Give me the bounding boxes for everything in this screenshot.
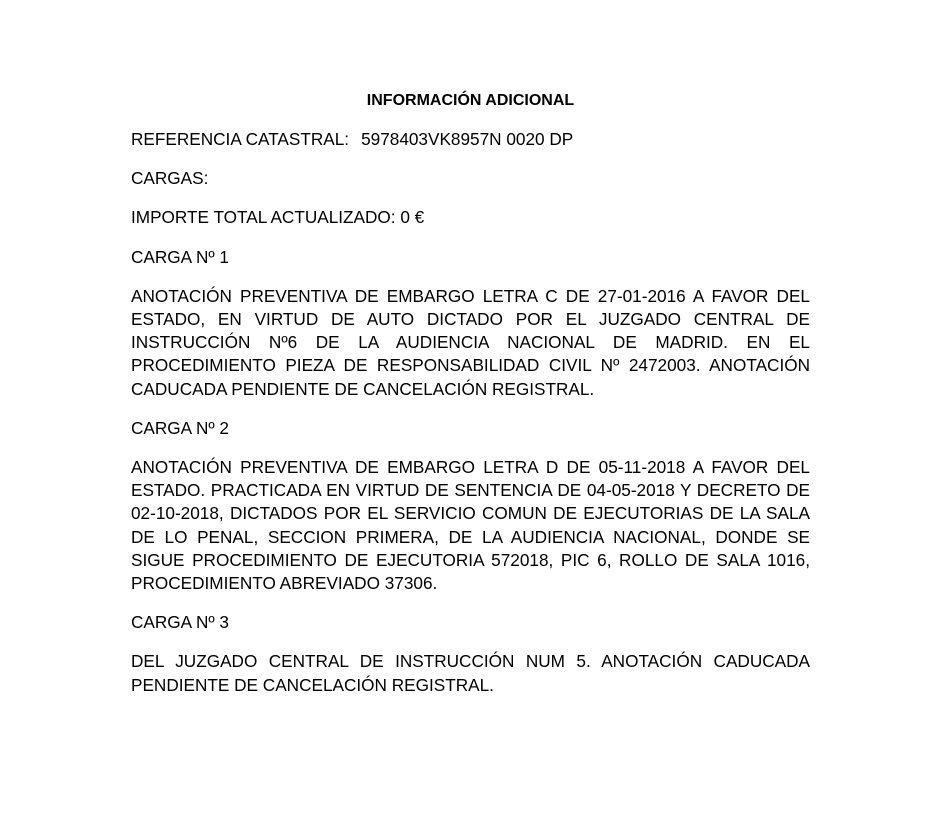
importe-total: IMPORTE TOTAL ACTUALIZADO: 0 € xyxy=(131,207,425,228)
carga-3-heading: CARGA Nº 3 xyxy=(131,612,229,633)
cargas-label: CARGAS: xyxy=(131,168,209,189)
carga-1-text: ANOTACIÓN PREVENTIVA DE EMBARGO LETRA C DE 27-01-2016 A FAVOR DEL ESTADO, EN VIRTUD DE AUTO DICTADO POR EL JUZGADO CENTRAL DE INSTRUCCIÓN Nº6 DE LA AUDIENCIA NACIONAL DE MADRID. EN EL PROCEDIMIENTO PIEZA DE RESPONSABILIDAD CIVIL Nº 2472003. ANOTACIÓN CADUCADA PENDIENTE DE CANCELACIÓN REGISTRAL. xyxy=(131,285,810,399)
referencia-catastral-line xyxy=(131,128,810,151)
document-title: INFORMACIÓN ADICIONAL xyxy=(366,92,575,109)
referencia-catastral-label: REFERENCIA CATASTRAL: xyxy=(131,129,350,149)
carga-1-heading: CARGA Nº 1 xyxy=(131,246,229,267)
carga-3-text: DEL JUZGADO CENTRAL DE INSTRUCCIÓN NUM 5. ANOTACIÓN CADUCADA PENDIENTE DE CANCELACIÓN REGISTRAL. xyxy=(131,651,810,695)
carga-2-heading: CARGA Nº 2 xyxy=(131,417,229,438)
referencia-catastral-value: 5978403VK8957N 0020 DP xyxy=(361,129,574,149)
document-page xyxy=(131,90,810,713)
carga-2-text: ANOTACIÓN PREVENTIVA DE EMBARGO LETRA D DE 05-11-2018 A FAVOR DEL ESTADO. PRACTICADA EN VIRTUD DE SENTENCIA DE 04-05-2018 Y DECRETO DE 02-10-2018, DICTADOS POR EL SERVICIO COMUN DE EJECUTORIAS DE LA SALA DE LO PENAL, SECCION PRIMERA, DE LA AUDIENCIA NACIONAL, DONDE SE SIGUE PROCEDIMIENTO DE EJECUTORIA 572018, PIC 6, ROLLO DE SALA 1016, PROCEDIMIENTO ABREVIADO 37306. xyxy=(131,457,810,594)
